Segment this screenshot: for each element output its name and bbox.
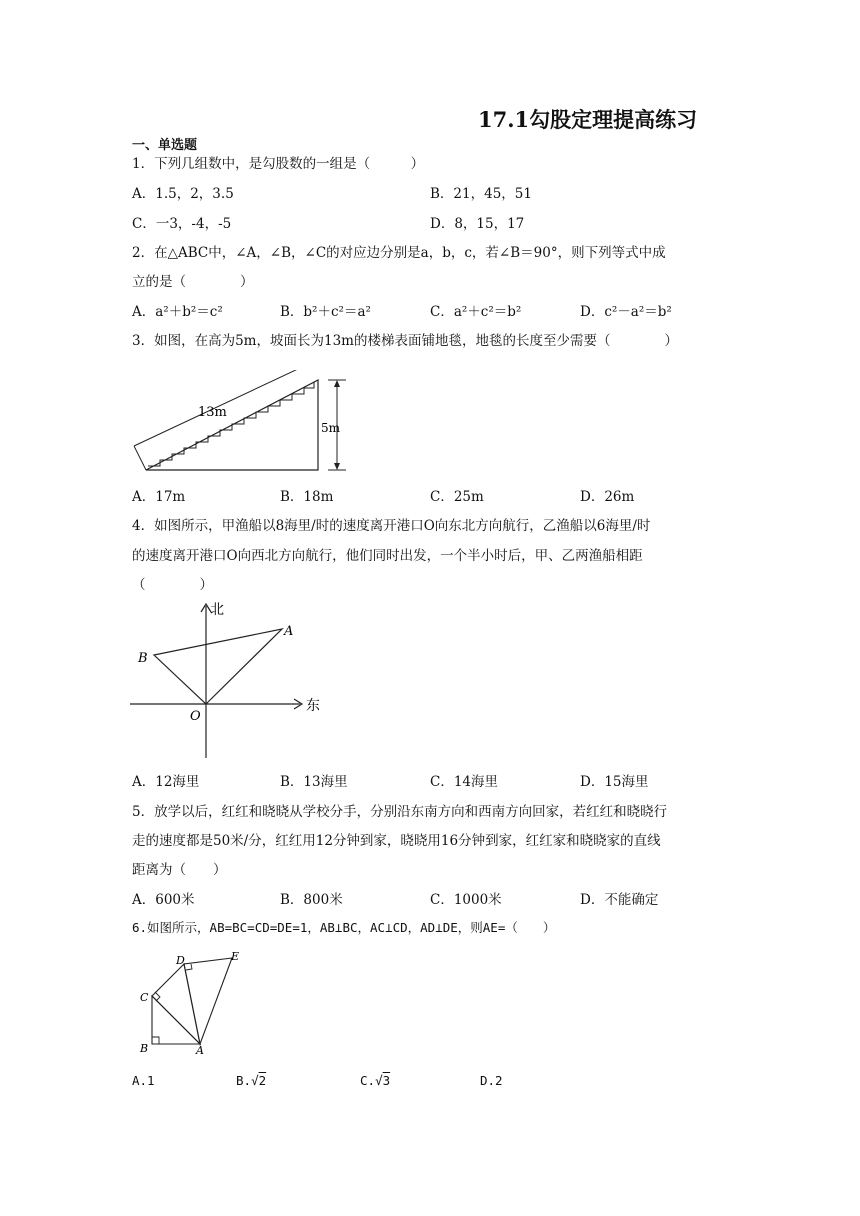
q6-option-b: [236, 1073, 266, 1088]
east-label: 东: [306, 698, 320, 714]
staircase-figure: [128, 370, 358, 478]
q5-option-b: B．800米: [280, 892, 343, 908]
q6-option-c-radicand: 3: [382, 1073, 391, 1088]
q4-option-b: B．13海里: [280, 774, 348, 790]
question-5-line-1: 5．放学以后，红红和晓晓从学校分手，分别沿东南方向和西南方向回家，若红红和晓晓行: [132, 804, 668, 820]
q6-option-a: A.1: [132, 1073, 155, 1088]
point-e-label: E: [231, 950, 240, 963]
q3-option-b: B．18m: [280, 489, 334, 505]
question-2-line-2: 立的是（ ）: [132, 274, 254, 290]
compass-figure: [128, 598, 328, 760]
q1-option-d: D．8，15，17: [430, 216, 525, 232]
point-b-label: B: [138, 651, 148, 666]
q6-option-c: [360, 1073, 390, 1088]
height-label: 5m: [321, 421, 341, 435]
point-a-label: A: [284, 624, 294, 639]
question-2-line-1: 2．在△ABC中，∠A，∠B，∠C的对应边分别是a，b，c，若∠B＝90°，则下列等式中成: [132, 245, 666, 261]
question-6-stem: 6.如图所示，AB=BC=CD=DE=1，AB⊥BC，AC⊥CD，AD⊥DE，则AE=（ ）: [132, 920, 556, 935]
q5-option-a: A．600米: [132, 892, 195, 908]
north-label: 北: [210, 602, 224, 618]
question-4-line-2: 的速度离开港口O向西北方向航行，他们同时出发，一个半小时后，甲、乙两渔船相距: [132, 548, 643, 564]
q5-option-c: C．1000米: [430, 892, 502, 908]
question-5-line-3: 距离为（ ）: [132, 862, 227, 878]
q2-option-c: C．a²＋c²＝b²: [430, 304, 522, 320]
q6-option-c-prefix: C.: [360, 1073, 376, 1088]
q3-option-a: A．17m: [132, 489, 186, 505]
question-3-stem: 3．如图，在高为5m，坡面长为13m的楼梯表面铺地毯，地毯的长度至少需要（ ）: [132, 333, 678, 349]
point-a-label: A: [196, 1044, 204, 1057]
spiral-triangles-figure: [136, 948, 266, 1060]
q6-option-b-prefix: B.: [236, 1073, 252, 1088]
question-4-line-3: （ ）: [132, 577, 213, 593]
point-d-label: D: [176, 954, 185, 967]
q2-option-d: D．c²－a²＝b²: [580, 304, 672, 320]
sqrt-icon: √: [251, 1073, 259, 1088]
q1-option-c: C．一3，-4，-5: [132, 216, 232, 232]
q6-option-b-radicand: 2: [258, 1073, 267, 1088]
point-b-label: B: [140, 1042, 149, 1055]
page-title: 17.1勾股定理提高练习: [478, 107, 698, 132]
question-1-stem: 1．下列几组数中，是勾股数的一组是（ ）: [132, 156, 425, 172]
slope-length-label: 13m: [198, 405, 227, 420]
q5-option-d: D．不能确定: [580, 892, 659, 908]
point-c-label: C: [140, 991, 149, 1004]
q4-option-a: A．12海里: [132, 774, 200, 790]
q4-option-c: C．14海里: [430, 774, 499, 790]
sqrt-icon: √: [375, 1073, 383, 1088]
q3-option-d: D．26m: [580, 489, 635, 505]
question-5-line-2: 走的速度都是50米/分，红红用12分钟到家，晓晓用16分钟到家，红红家和晓晓家的直线: [132, 833, 661, 849]
q6-option-d: D.2: [480, 1073, 503, 1088]
point-o-label: O: [190, 709, 201, 724]
q1-option-a: A．1.5，2，3.5: [132, 186, 234, 202]
q1-option-b: B．21，45，51: [430, 186, 532, 202]
section-heading: 一、单选题: [132, 138, 198, 153]
q2-option-b: B．b²＋c²＝a²: [280, 304, 371, 320]
q4-option-d: D．15海里: [580, 774, 649, 790]
q2-option-a: A．a²＋b²＝c²: [132, 304, 223, 320]
question-4-line-1: 4．如图所示，甲渔船以8海里/时的速度离开港口O向东北方向航行，乙渔船以6海里/时: [132, 518, 651, 534]
q3-option-c: C．25m: [430, 489, 484, 505]
